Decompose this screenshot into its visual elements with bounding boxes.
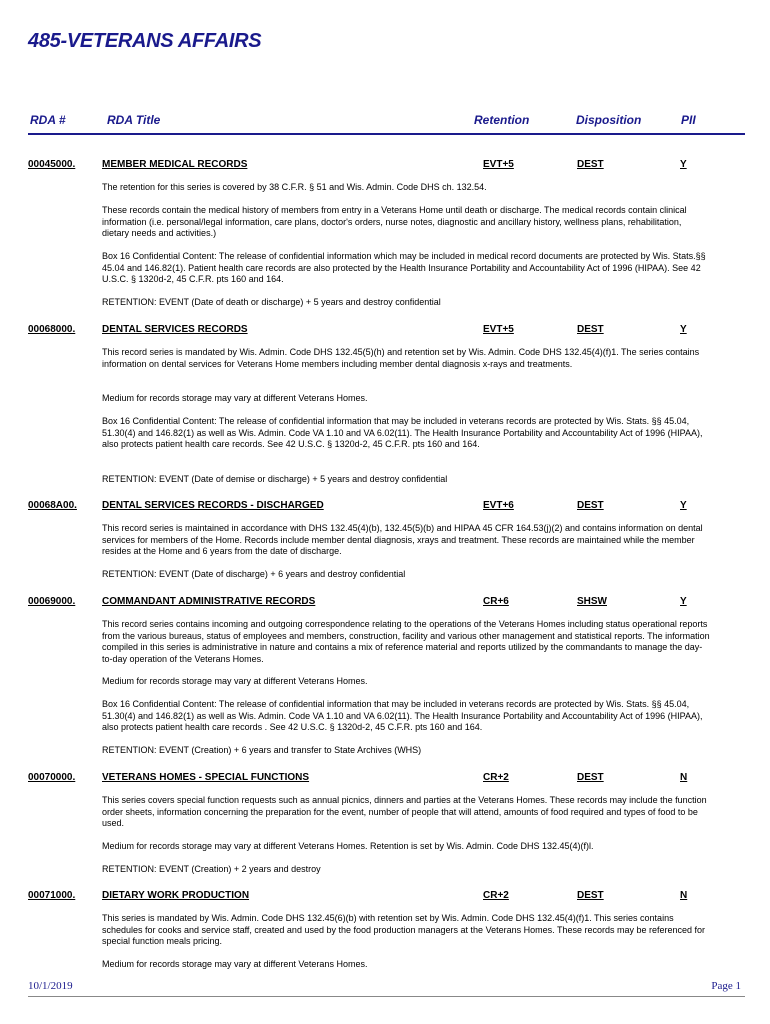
record-title: DENTAL SERVICES RECORDS - DISCHARGED xyxy=(102,500,324,511)
record-title: VETERANS HOMES - SPECIAL FUNCTIONS xyxy=(102,772,310,783)
record-paragraph: This record series contains incoming and outgoing correspondence relating to the operations of the Veterans Homes including status operational reports from the various bureaus, status of employees and members, construction, facility and various other management and statistical reports. The information compiled in this series is administrative in nature and contains a mix of reference material and reports utilized by the commandants to manage the day-to-day operation of the Veterans Homes. xyxy=(102,619,710,664)
record-pii: Y xyxy=(680,500,687,511)
record-row xyxy=(0,596,770,610)
record-pii: Y xyxy=(680,596,687,607)
record-title: MEMBER MEDICAL RECORDS xyxy=(102,159,248,170)
record-paragraph: Medium for records storage may vary at different Veterans Homes. xyxy=(102,393,368,403)
record-retention: EVT+5 xyxy=(483,324,514,335)
record-rda: 00068000. xyxy=(28,324,76,335)
column-header-rda: RDA # xyxy=(30,113,66,127)
record-paragraph: This series is mandated by Wis. Admin. Code DHS 132.45(6)(b) with retention set by Wis. Admin. Code DHS 132.45(4)(f)1. This series contains schedules for cooks and service staff, created and used by the food production managers at the Veterans Homes. These records may be referenced for special function meals pricing. xyxy=(102,913,706,947)
column-header-retention: Retention xyxy=(474,113,530,127)
record-retention-note: RETENTION: EVENT (Creation) + 2 years and destroy xyxy=(102,864,321,874)
record-retention-note: RETENTION: EVENT (Date of death or discharge) + 5 years and destroy confidential xyxy=(102,297,441,307)
record-paragraph: Medium for records storage may vary at different Veterans Homes. Retention is set by Wis. Admin. Code DHS 132.45(4)(f)l. xyxy=(102,841,594,851)
record-paragraph: The retention for this series is covered by 38 C.F.R. § 51 and Wis. Admin. Code DHS ch. 132.54. xyxy=(102,182,487,192)
record-retention-note: RETENTION: EVENT (Creation) + 6 years and transfer to State Archives (WHS) xyxy=(102,745,422,755)
record-rda: 00071000. xyxy=(28,890,76,901)
record-pii: N xyxy=(680,772,688,783)
record-retention: CR+2 xyxy=(483,772,509,783)
record-row xyxy=(0,772,770,786)
record-paragraph: Medium for records storage may vary at different Veterans Homes. xyxy=(102,676,368,686)
column-header-disposition: Disposition xyxy=(576,113,642,127)
record-rda: 00069000. xyxy=(28,596,76,607)
record-retention: CR+2 xyxy=(483,890,509,901)
record-retention: EVT+5 xyxy=(483,159,514,170)
record-rda: 00068A00. xyxy=(28,500,77,511)
record-row xyxy=(0,890,770,904)
record-disposition: DEST xyxy=(577,324,604,335)
record-row xyxy=(0,324,770,338)
record-title: DIETARY WORK PRODUCTION xyxy=(102,890,250,901)
record-disposition: DEST xyxy=(577,772,604,783)
record-paragraph: Box 16 Confidential Content: The release of confidential information which may be included in medical record documents are protected by Wis. Stats.§§ 45.04 and 146.82(1). Patient health care records are also protected by the Health Insurance Portability and Accountability Act of 1996 (HIPAA). See 42 U.S.C. § 1320d-2, 45 C.F.R. pts 160 and 164. xyxy=(102,251,706,285)
record-title: DENTAL SERVICES RECORDS xyxy=(102,324,248,335)
record-paragraph: Box 16 Confidential Content: The release of confidential information that may be included in veterans records are protected by Wis. Stats. §§ 45.04, 51.30(4) and 146.82(1) as well as Wis. Admin. Code VA 1.10 and VA 6.02(11). The Health Insurance Portability and Accountability Act of 1996 (HIPAA), also protects patient health care records . See 42 U.S.C. § 1320d-2, 45 C.F.R. pts 160 and 164. xyxy=(102,699,703,733)
footer-divider xyxy=(28,996,745,997)
record-disposition: DEST xyxy=(577,500,604,511)
record-disposition: DEST xyxy=(577,159,604,170)
record-retention: CR+6 xyxy=(483,596,509,607)
record-pii: Y xyxy=(680,159,687,170)
footer-page-number: Page 1 xyxy=(711,980,741,992)
record-disposition: DEST xyxy=(577,890,604,901)
record-rda: 00070000. xyxy=(28,772,76,783)
footer-date: 10/1/2019 xyxy=(28,980,73,992)
header-divider xyxy=(28,133,745,135)
record-rda: 00045000. xyxy=(28,159,76,170)
record-retention-note: RETENTION: EVENT (Date of demise or discharge) + 5 years and destroy confidential xyxy=(102,474,448,484)
record-row xyxy=(0,159,770,173)
record-title: COMMANDANT ADMINISTRATIVE RECORDS xyxy=(102,596,316,607)
record-row xyxy=(0,500,770,514)
record-paragraph: This series covers special function requests such as annual picnics, dinners and parties at the Veterans Homes. These records may include the function order sheets, information concerning the preparation for the event, number of people that will attend, amounts of food required and types of food to be used. xyxy=(102,795,707,829)
record-paragraph: These records contain the medical history of members from entry in a Veterans Home until death or discharge. The medical records contain clinical information (i.e. personal/legal information, care plans, doctor's orders, nurse notes, diagnostic and ancillary history, wellness plans, rehabilitation, dietary needs and activities.) xyxy=(102,205,687,239)
record-retention: EVT+6 xyxy=(483,500,514,511)
record-paragraph: Box 16 Confidential Content: The release of confidential information that may be included in veterans records are protected by Wis. Stats. §§ 45.04, 51.30(4) and 146.82(1) as well as Wis. Admin. Code VA 1.10 and VA 6.02(11). The Health Insurance Portability and Accountability Act of 1996 (HIPAA), also protects patient health care records. See 42 U.S.C. § 1320d-2, 45 C.F.R. pts 160 and 164. xyxy=(102,416,703,450)
record-disposition: SHSW xyxy=(577,596,607,607)
record-pii: Y xyxy=(680,324,687,335)
record-paragraph: This record series is maintained in accordance with DHS 132.45(4)(b), 132.45(5)(b) and HIPAA 45 CFR 164.53(j)(2) and contains information on dental services for members of the Home. Records include member dental diagnosis, xrays and treatment. These records are maintained while the member resides at the Home and 6 years from the date of discharge. xyxy=(102,523,703,557)
column-header-pii: PII xyxy=(681,113,696,127)
document-title: 485-VETERANS AFFAIRS xyxy=(28,30,262,52)
record-pii: N xyxy=(680,890,688,901)
record-paragraph: This record series is mandated by Wis. Admin. Code DHS 132.45(5)(h) and retention set by Wis. Admin. Code DHS 132.45(4)(f)1. The series contains information on dental services for Veterans Home members including member dental diagnosis x-rays and treatments. xyxy=(102,347,700,369)
record-retention-note: RETENTION: EVENT (Date of discharge) + 6 years and destroy confidential xyxy=(102,569,406,579)
column-header-title: RDA Title xyxy=(107,113,161,127)
record-paragraph: Medium for records storage may vary at different Veterans Homes. xyxy=(102,959,368,969)
